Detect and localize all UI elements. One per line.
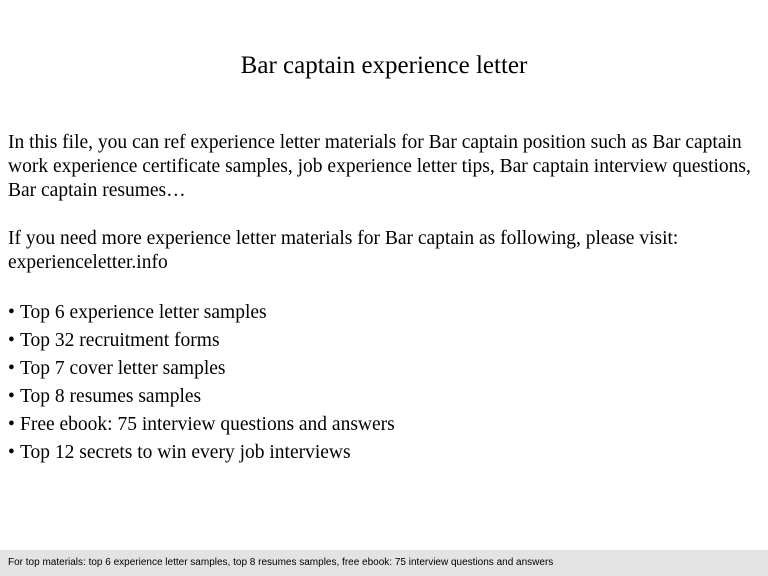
list-item-text: Top 32 recruitment forms [20,330,220,351]
list-item-text: Top 7 cover letter samples [20,358,226,379]
list-item-text: Top 6 experience letter samples [20,302,267,323]
list-item [8,299,760,327]
document-body [8,131,760,467]
footer-text: For top materials: top 6 experience letter samples, top 8 resumes samples, free ebook: 75 interview questions and answers [8,557,554,568]
footer-bar [0,550,768,576]
list-item [8,383,760,411]
bullet-icon: • [8,302,15,323]
list-item [8,439,760,467]
list-item [8,327,760,355]
visit-paragraph: If you need more experience letter materials for Bar captain as following, please visit: experienceletter.info [8,228,679,273]
list-item [8,411,760,439]
page-title: Bar captain experience letter [240,52,528,79]
paragraph-spacer [8,203,760,227]
bullet-icon: • [8,414,15,435]
bullet-icon: • [8,386,15,407]
paragraph-spacer [8,275,760,299]
list-item [8,355,760,383]
bullet-icon: • [8,330,15,351]
list-item-text: Top 12 secrets to win every job interviews [20,442,351,463]
list-item-text: Free ebook: 75 interview questions and answers [20,414,395,435]
bullet-icon: • [8,358,15,379]
list-item-text: Top 8 resumes samples [20,386,202,407]
intro-paragraph: In this file, you can ref experience letter materials for Bar captain position such as Bar captain work experience certificate samples, job experience letter tips, Bar captain interview questions, Bar captain resumes… [8,132,751,201]
materials-list [8,299,760,467]
bullet-icon: • [8,442,15,463]
